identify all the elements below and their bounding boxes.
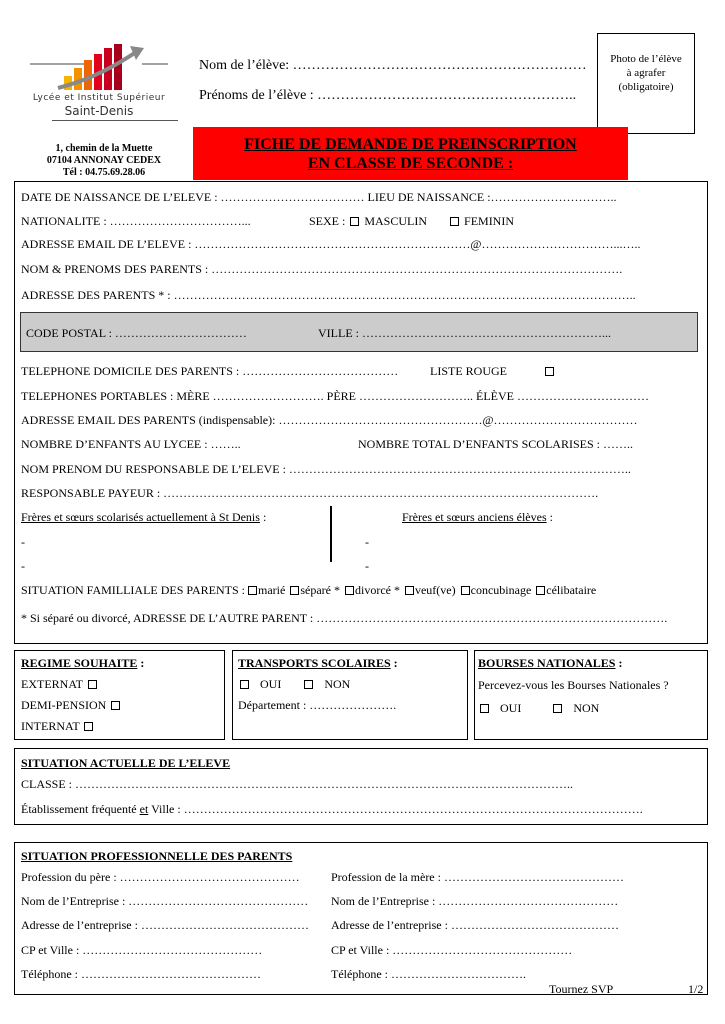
family-option-checkbox[interactable] (248, 586, 257, 595)
father-phone-field[interactable]: Téléphone : ……………………………………… (21, 967, 261, 981)
regime-title-label: REGIME SOUHAITE (21, 656, 138, 670)
family-option-concubinage: concubinage (470, 583, 532, 597)
father-profession-field[interactable]: Profession du père : ……………………………………… (21, 870, 300, 884)
regime-internat-label: INTERNAT (21, 719, 80, 733)
form-title-line1: FICHE DE DEMANDE DE PREINSCRIPTION (244, 136, 577, 153)
liste-rouge-checkbox[interactable] (545, 367, 554, 376)
current-school-et: et (139, 802, 149, 816)
address-city: 07104 ANNONAY CEDEX (46, 155, 162, 166)
current-school-field[interactable] (21, 802, 643, 817)
student-email-field[interactable]: ADRESSE EMAIL DE L’ELEVE : ……………………………………………………………@……………………………...….. (21, 237, 641, 251)
feminin-checkbox[interactable] (450, 217, 459, 226)
photo-line3: (obligatoire) (618, 81, 674, 93)
family-option-checkbox[interactable] (536, 586, 545, 595)
address-phone: Tél : 04.75.69.28.06 (62, 167, 146, 178)
logo-text-line2: Saint-Denis (64, 104, 134, 118)
bourses-title-label: BOURSES NATIONALES (478, 656, 616, 670)
transport-oui-label: OUI (260, 677, 282, 691)
regime-title (21, 656, 144, 671)
student-name-field[interactable]: Nom de l’élève: ……………………………………………………… (199, 58, 587, 73)
home-phone-field[interactable]: TELEPHONE DOMICILE DES PARENTS : ………………………………… (21, 364, 399, 378)
school-logo (18, 38, 178, 128)
bourses-non-checkbox[interactable] (553, 704, 562, 713)
family-option-celibataire: célibataire (546, 583, 597, 597)
photo-line1: Photo de l’élève (610, 53, 682, 65)
payer-field[interactable]: RESPONSABLE PAYEUR : ………………………………………………………………………………………………. (21, 486, 599, 500)
siblings-former-colon: : (546, 510, 553, 524)
siblings-current-colon: : (259, 510, 267, 524)
transport-oui-checkbox[interactable] (240, 680, 249, 689)
transport-non-checkbox[interactable] (304, 680, 313, 689)
transport-non-label: NON (324, 677, 351, 691)
siblings-divider (330, 506, 332, 562)
transport-title-label: TRANSPORTS SCOLAIRES (238, 656, 391, 670)
family-situation (21, 583, 596, 598)
regime-internat-checkbox[interactable] (84, 722, 93, 731)
mother-company-field[interactable]: Nom de l’Entreprise : ……………………………………… (331, 894, 619, 908)
parents-address-field[interactable]: ADRESSE DES PARENTS * : …………………………………………………………………………………………………….. (21, 288, 636, 302)
regime-demi-pension-checkbox[interactable] (111, 701, 120, 710)
bourses-non-label: NON (573, 701, 600, 715)
regime-externat (21, 677, 99, 692)
mother-phone-field[interactable]: Téléphone : ……………………………. (331, 967, 526, 981)
regime-demi-pension-label: DEMI-PENSION (21, 698, 107, 712)
father-cp-city-field[interactable]: CP et Ville : ……………………………………… (21, 943, 263, 957)
form-title-line2: EN CLASSE DE SECONDE : (307, 155, 514, 172)
family-option-divorce: divorcé * (355, 583, 400, 597)
bourses-choice (478, 701, 599, 716)
logo-text-line1: Lycée et Institut Supérieur (32, 93, 166, 103)
regime-externat-checkbox[interactable] (88, 680, 97, 689)
bourses-title-colon: : (615, 656, 623, 670)
regime-internat (21, 719, 95, 734)
current-class-field[interactable]: CLASSE : …………………………………………………………………………………………………………….. (21, 777, 574, 791)
transport-choice (238, 677, 350, 692)
logo-underline (52, 120, 178, 121)
liste-rouge-label: LISTE ROUGE (430, 364, 507, 378)
postal-code-field[interactable]: CODE POSTAL : …………………………… (26, 326, 247, 340)
family-option-checkbox[interactable] (461, 586, 470, 595)
transport-title-colon: : (390, 656, 398, 670)
bourses-question: Percevez-vous les Bourses Nationales ? (478, 678, 669, 692)
masculin-checkbox[interactable] (350, 217, 359, 226)
form-title-banner (193, 127, 628, 180)
father-company-address-field[interactable]: Adresse de l’entreprise : …………………………………… (21, 918, 309, 932)
sex-field (309, 214, 514, 229)
transport-title (238, 656, 398, 671)
sibling-current-1[interactable]: - (21, 535, 25, 549)
transport-departement-field[interactable]: Département : …………………. (238, 698, 397, 712)
mother-company-address-field[interactable]: Adresse de l’entreprise : …………………………………… (331, 918, 619, 932)
student-firstnames-field[interactable]: Prénoms de l’élève : ……………………………………………….. (199, 88, 577, 103)
mobile-phones-field[interactable]: TELEPHONES PORTABLES : MÈRE ………………………. PÈRE ……………………….. ÉLÈVE …………………………… (21, 389, 649, 403)
photo-line2: à agrafer (626, 67, 666, 79)
photo-box[interactable] (597, 33, 695, 134)
other-parent-address-field[interactable]: * Si séparé ou divorcé, ADRESSE DE L’AUTRE PARENT : ……………………………………………………………………………. (21, 611, 668, 625)
siblings-former-label: Frères et sœurs anciens élèves (402, 510, 547, 524)
family-option-checkbox[interactable] (290, 586, 299, 595)
masculin-label: MASCULIN (364, 214, 428, 228)
regime-externat-label: EXTERNAT (21, 677, 83, 691)
family-option-checkbox[interactable] (345, 586, 354, 595)
page-number: 1/2 (688, 982, 704, 996)
children-lycee-field[interactable]: NOMBRE D’ENFANTS AU LYCEE : …….. (21, 437, 241, 451)
family-option-separe: séparé * (300, 583, 340, 597)
sibling-current-2[interactable]: - (21, 559, 25, 573)
bourses-oui-label: OUI (500, 701, 522, 715)
current-school-label: Établissement fréquenté (21, 802, 137, 816)
siblings-former-heading (402, 510, 553, 525)
nationality-field[interactable]: NATIONALITE : ……………………………... (21, 214, 251, 228)
current-school-ville: Ville : ……………………………………………………………………………………………………. (148, 802, 643, 816)
mother-profession-field[interactable]: Profession de la mère : ……………………………………… (331, 870, 624, 884)
current-situation-title: SITUATION ACTUELLE DE L’ELEVE (21, 756, 231, 770)
children-total-field[interactable]: NOMBRE TOTAL D’ENFANTS SCOLARISES : …….. (358, 437, 633, 451)
siblings-current-label: Frères et sœurs scolarisés actuellement à St Denis (21, 510, 260, 524)
school-address (14, 143, 194, 179)
siblings-current-heading (21, 510, 266, 525)
family-situation-label: SITUATION FAMILLIALE DES PARENTS : (21, 583, 246, 597)
bourses-title (478, 656, 622, 671)
city-field[interactable]: VILLE : ……………………………………………………... (318, 326, 611, 340)
parents-names-field[interactable]: NOM & PRENOMS DES PARENTS : …………………………………………………………………………………………. (21, 262, 623, 276)
sibling-former-1[interactable]: - (365, 535, 369, 549)
father-company-field[interactable]: Nom de l’Entreprise : ……………………………………… (21, 894, 309, 908)
family-option-marie: marié (258, 583, 286, 597)
sibling-former-2[interactable]: - (365, 559, 369, 573)
regime-title-colon: : (137, 656, 145, 670)
responsible-field[interactable]: NOM PRENOM DU RESPONSABLE DE L’ELEVE : ………………………………………………………………………….. (21, 462, 631, 476)
liste-rouge (430, 364, 556, 379)
parents-email-field[interactable]: ADRESSE EMAIL DES PARENTS (indispensable): ……………………………………………@……………………………… (21, 413, 638, 427)
feminin-label: FEMININ (464, 214, 515, 228)
birth-field[interactable]: DATE DE NAISSANCE DE L’ELEVE : ……………………………… LIEU DE NAISSANCE :………………………….. (21, 190, 617, 204)
mother-cp-city-field[interactable]: CP et Ville : ……………………………………… (331, 943, 573, 957)
family-option-veuf: veuf(ve) (414, 583, 456, 597)
family-option-checkbox[interactable] (405, 586, 414, 595)
bourses-oui-checkbox[interactable] (480, 704, 489, 713)
sex-label: SEXE : (309, 214, 346, 228)
turn-over-note: Tournez SVP (549, 982, 614, 996)
professional-title: SITUATION PROFESSIONNELLE DES PARENTS (21, 849, 293, 863)
address-street: 1, chemin de la Muette (55, 143, 153, 154)
regime-demi-pension (21, 698, 122, 713)
